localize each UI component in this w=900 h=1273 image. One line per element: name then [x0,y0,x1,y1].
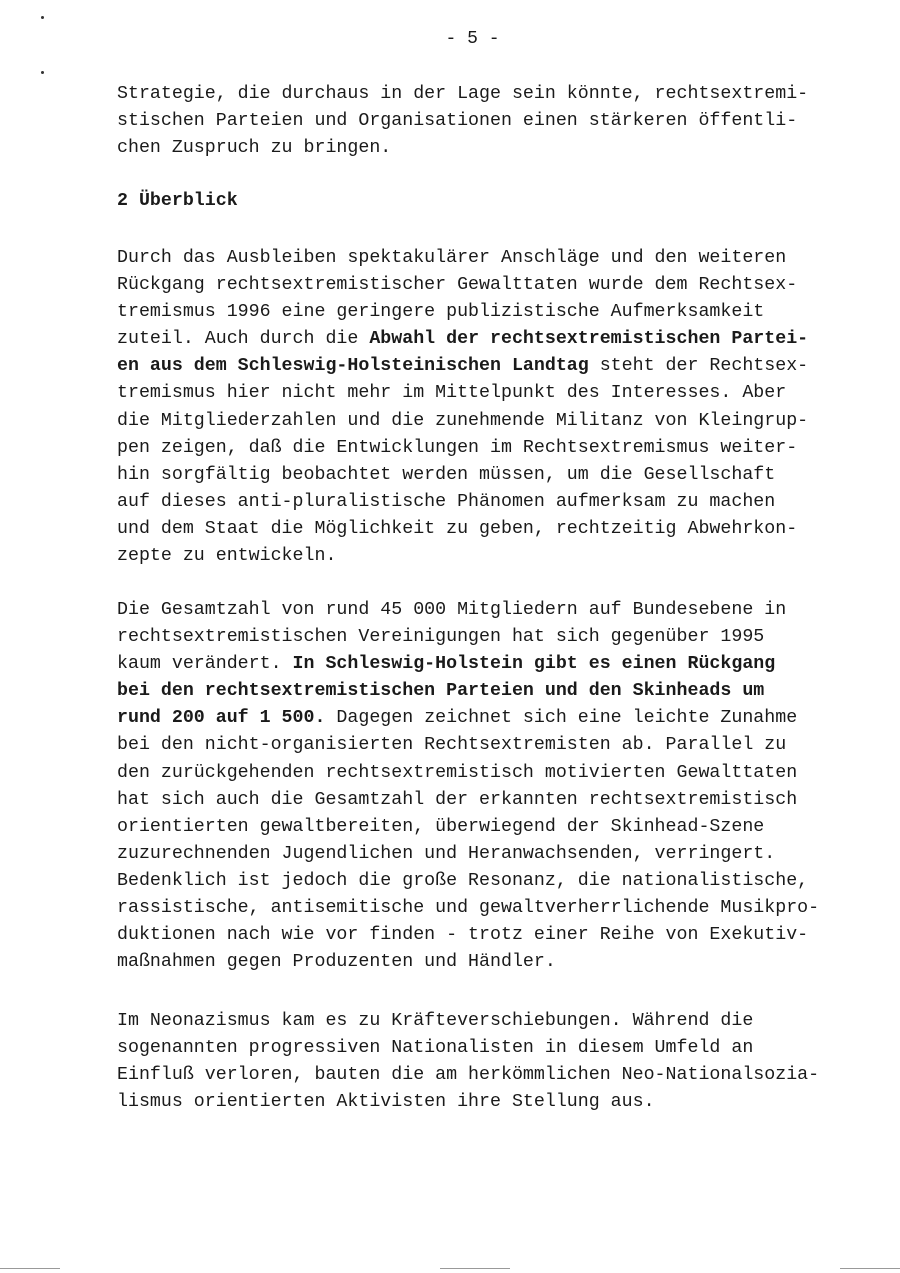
text-run: Einfluß verloren, bauten die am herkömmlichen Neo-Nationalsozia- [117,1065,820,1086]
text-run: zepte zu entwickeln. [117,546,337,567]
text-line [117,814,819,841]
text-line [117,435,808,462]
text-line [117,380,808,407]
text-line [117,353,808,380]
text-line [117,1035,819,1062]
text-line [117,1062,819,1089]
text-run: stischen Parteien und Organisationen einen stärkeren öffentli- [117,111,798,132]
text-line [117,462,808,489]
text-run: die Mitgliederzahlen und die zunehmende Militanz von Kleingrup- [117,410,809,431]
scan-edge [0,1268,60,1269]
text-line [117,841,819,868]
text-line [117,732,819,759]
text-run: hat sich auch die Gesamtzahl der erkannten rechtsextremistisch [117,789,798,810]
scan-speck [41,71,44,74]
text-run: tremismus 1996 eine geringere publizistische Aufmerksamkeit [117,302,765,323]
text-run: bei den nicht-organisierten Rechtsextremisten ab. Parallel zu [117,735,787,756]
text-line [117,760,819,787]
text-run: kaum verändert. [117,654,293,675]
text-run: maßnahmen gegen Produzenten und Händler. [117,952,556,973]
text-run: chen Zuspruch zu bringen. [117,138,392,159]
text-line [117,624,819,651]
text-line [117,81,808,108]
text-line [117,245,808,272]
text-line [117,1089,819,1116]
paragraph [117,1008,819,1116]
text-run: steht der Rechtsex- [588,356,809,377]
text-line [117,516,808,543]
paragraph [117,245,808,570]
text-run: Durch das Ausbleiben spektakulärer Anschläge und den weiteren [117,248,787,268]
text-run: Im Neonazismus kam es zu Kräfteverschiebungen. Während die [117,1011,754,1031]
text-run: Dagegen zeichnet sich eine leichte Zunahme [325,708,798,729]
text-line [117,678,819,705]
text-run: zuzurechnenden Jugendlichen und Heranwachsenden, verringert. [117,843,776,864]
text-run: rassistische, antisemitische und gewaltverherrlichende Musikpro- [117,898,820,919]
text-line [117,868,819,895]
text-run: sogenannten progressiven Nationalisten in diesem Umfeld an [117,1038,754,1059]
text-line [117,326,808,353]
text-run: Rückgang rechtsextremistischer Gewalttaten wurde dem Rechtsex- [117,275,798,296]
text-run: zuteil. Auch durch die [117,329,370,350]
bold-text-run: bei den rechtsextremistischen Parteien und den Skinheads um [117,681,765,702]
bold-text-run: Abwahl der rechtsextremistischen Partei- [369,329,809,350]
text-line [117,543,808,570]
paragraph [117,81,808,162]
text-run: den zurückgehenden rechtsextremistisch motivierten Gewalttaten [117,762,798,783]
text-run: rechtsextremistischen Vereinigungen hat sich gegenüber 1995 [117,627,765,648]
text-run: duktionen nach wie vor finden - trotz einer Reihe von Exekutiv- [117,925,809,946]
text-line [117,489,808,516]
text-run: und dem Staat die Möglichkeit zu geben, rechtzeitig Abwehrkon- [117,518,798,539]
bold-text-run: en aus dem Schleswig-Holsteinischen Landtag [117,356,589,377]
section-heading: 2 Überblick [117,191,238,211]
paragraph [117,597,819,976]
text-run: Die Gesamtzahl von rund 45 000 Mitgliedern auf Bundesebene in [117,600,787,620]
text-line [117,895,819,922]
text-line [117,787,819,814]
text-line [117,299,808,326]
text-line [117,705,819,732]
text-line [117,272,808,299]
page-number: - 5 - [445,29,500,49]
bold-text-run: In Schleswig-Holstein gibt es einen Rückgang [292,654,776,675]
text-line [117,408,808,435]
text-line [117,922,819,949]
text-run: tremismus hier nicht mehr im Mittelpunkt des Interesses. Aber [117,383,787,404]
text-line [117,949,819,976]
scan-speck [41,16,44,19]
bold-text-run: rund 200 auf 1 500. [117,708,326,729]
text-run: orientierten gewaltbereiten, überwiegend der Skinhead-Szene [117,816,765,837]
text-run: Strategie, die durchaus in der Lage sein könnte, rechtsextremi- [117,84,809,104]
text-line [117,1008,819,1035]
text-run: hin sorgfältig beobachtet werden müssen, um die Gesellschaft [117,464,776,485]
text-run: lismus orientierten Aktivisten ihre Stellung aus. [117,1092,655,1113]
text-line [117,108,808,135]
scan-edge [440,1268,510,1269]
text-line [117,651,819,678]
text-line [117,135,808,162]
text-run: pen zeigen, daß die Entwicklungen im Rechtsextremismus weiter- [117,437,798,458]
scan-edge [840,1268,900,1269]
text-line [117,597,819,624]
text-run: Bedenklich ist jedoch die große Resonanz, die nationalistische, [117,870,809,891]
text-run: auf dieses anti-pluralistische Phänomen aufmerksam zu machen [117,491,776,512]
